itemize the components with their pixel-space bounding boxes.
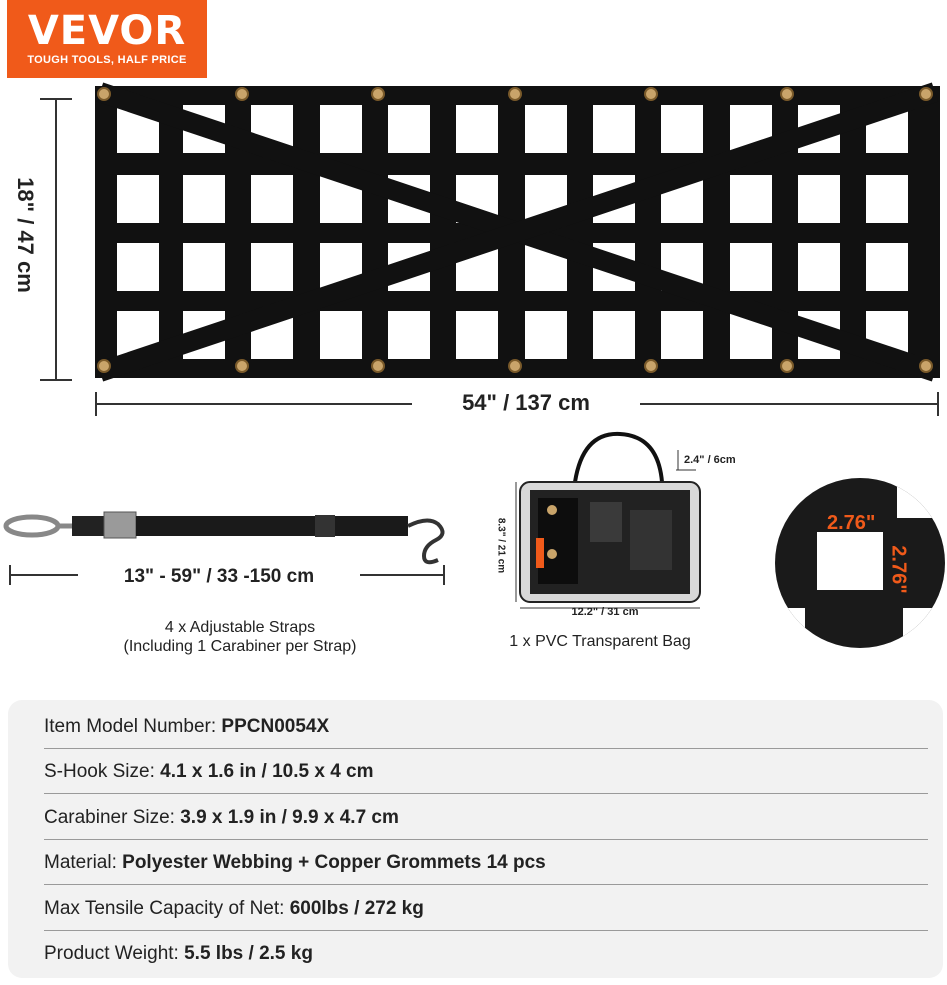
spec-label: Material:	[44, 852, 123, 873]
spec-label: Carabiner Size:	[44, 807, 181, 828]
spec-value: 5.5 lbs / 2.5 kg	[184, 943, 313, 964]
bag-width-label: 12.2" / 31 cm	[571, 606, 639, 618]
carabiner-icon	[6, 517, 72, 535]
vevor-logo	[7, 0, 207, 78]
spec-label: Item Model Number:	[44, 716, 222, 737]
net-width-label: 54" / 137 cm	[462, 390, 590, 415]
spec-row-tensile	[44, 886, 928, 931]
bag-height-label: 8.3" / 21 cm	[495, 517, 507, 574]
strap-caption	[50, 618, 430, 656]
specifications-panel	[8, 700, 943, 978]
brand-tagline: TOUGH TOOLS, HALF PRICE	[27, 54, 187, 66]
spec-label: Max Tensile Capacity of Net:	[44, 898, 290, 919]
net-body	[95, 86, 940, 378]
spec-row-carabiner	[44, 795, 928, 840]
spec-row-material	[44, 840, 928, 885]
strap-length-label: 13" - 59" / 33 -150 cm	[123, 566, 315, 587]
strap-caption-line1: 4 x Adjustable Straps	[164, 619, 316, 636]
spec-value: Polyester Webbing + Copper Grommets 14 pcs	[122, 852, 546, 873]
grid-width-label: 2.76"	[827, 512, 876, 534]
grid-height-label: 2.76"	[887, 545, 910, 594]
spec-value: PPCN0054X	[221, 716, 330, 737]
grid-detail-image	[775, 478, 945, 648]
brand-name: VEVOR	[27, 8, 187, 54]
spec-row-s-hook	[44, 749, 928, 794]
net-height-label: 18" / 47 cm	[13, 177, 38, 293]
spec-row-weight	[44, 931, 928, 976]
s-hook-icon	[408, 520, 443, 562]
spec-value: 4.1 x 1.6 in / 10.5 x 4 cm	[160, 761, 374, 782]
spec-label: S-Hook Size:	[44, 761, 161, 782]
spec-value: 3.9 x 1.9 in / 9.9 x 4.7 cm	[180, 807, 399, 828]
bag-caption: 1 x PVC Transparent Bag	[509, 633, 691, 650]
strap-caption-line2: (Including 1 Carabiner per Strap)	[123, 638, 357, 655]
spec-row-model	[44, 704, 928, 749]
spec-value: 600lbs / 272 kg	[289, 898, 424, 919]
spec-label: Product Weight:	[44, 943, 185, 964]
cargo-net-image	[0, 80, 947, 420]
bag-depth-label: 2.4" / 6cm	[684, 454, 736, 466]
